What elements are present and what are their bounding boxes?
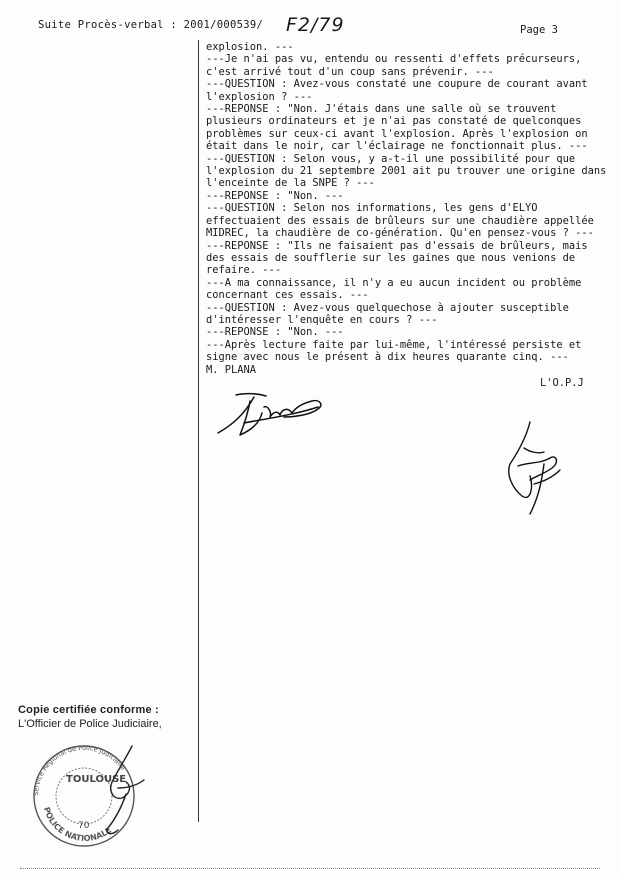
statement-line: M. PLANA — [206, 363, 257, 376]
statement-line: ---Après lecture faite par lui-même, l'intéressé persiste et — [206, 338, 582, 351]
stamp-arc-text: Service Régional de Police Judiciaire — [31, 743, 128, 797]
statement-line: ---QUESTION : Avez-vous quelquechose à ajouter susceptible — [206, 301, 569, 314]
certification-title: Copie certifiée conforme : — [18, 704, 159, 716]
statement-line: MIDREC, la chaudière de co-génération. Qu'en pensez-vous ? --- — [206, 227, 594, 240]
statement-line: ---REPONSE : "Non. J'étais dans une salle où se trouvent — [206, 103, 557, 116]
police-stamp — [22, 738, 162, 848]
signature-plana — [214, 385, 334, 440]
statement-line: c'est arrivé tout d'un coup sans prévenir. --- — [206, 65, 494, 78]
statement-line: ---Je n'ai pas vu, entendu ou ressenti d'effets précurseurs, — [206, 53, 582, 66]
statement-body — [206, 41, 607, 376]
statement-line: était dans le noir, car l'éclairage ne fonctionnait plus. --- — [206, 140, 588, 153]
statement-line: d'intéresser l'enquête en cours ? --- — [206, 313, 438, 326]
statement-line: des essais de soufflerie sur les gaines que nous venions de — [206, 251, 576, 264]
signature-opj — [500, 418, 570, 518]
stamp-city: TOULOUSE — [66, 774, 127, 785]
statement-line: ---REPONSE : "Ils ne faisaient pas d'essais de brûleurs, mais — [206, 239, 588, 252]
statement-line: signe avec nous le présent à dix heures quarante cinq. --- — [206, 351, 569, 364]
stamp-number: 70 — [78, 821, 90, 831]
statement-line: plusieurs ordinateurs et je n'ai pas constaté de quelconques — [206, 115, 582, 128]
statement-line: explosion. --- — [206, 41, 294, 53]
statement-line: problèmes sur ceux-ci avant l'explosion. Après l'explosion on — [206, 127, 588, 140]
scan-edge — [20, 868, 600, 872]
proces-verbal-reference: Suite Procès-verbal : 2001/000539/ — [38, 19, 264, 31]
statement-line: l'enceinte de la SNPE ? --- — [206, 177, 375, 190]
statement-line: concernant ces essais. --- — [206, 289, 369, 302]
handwritten-reference: F2/79 — [286, 14, 345, 36]
margin-rule — [198, 40, 199, 822]
statement-line: effectuaient des essais de brûleurs sur une chaudière appellée — [206, 214, 594, 227]
statement-line: ---REPONSE : "Non. --- — [206, 326, 344, 339]
statement-line: ---REPONSE : "Non. --- — [206, 189, 344, 202]
opj-label: L'O.P.J — [540, 377, 584, 389]
stamp-bottom-text: POLICE NATIONALE — [41, 806, 114, 844]
statement-line: ---QUESTION : Avez-vous constaté une coupure de courant avant — [206, 78, 588, 91]
certification-officer: L'Officier de Police Judiciaire, — [18, 718, 162, 730]
statement-line: refaire. --- — [206, 264, 282, 277]
statement-line: l'explosion ? --- — [206, 90, 313, 103]
page-number: Page 3 — [520, 24, 558, 36]
statement-line: ---A ma connaissance, il n'y a eu aucun incident ou problème — [206, 276, 582, 289]
statement-line: ---QUESTION : Selon vous, y a-t-il une possibilité pour que — [206, 152, 576, 165]
statement-line: l'explosion du 21 septembre 2001 ait pu trouver une origine dans — [206, 165, 607, 178]
page-header — [38, 16, 578, 40]
certification-block — [18, 704, 198, 730]
statement-line: ---QUESTION : Selon nos informations, les gens d'ELYO — [206, 202, 538, 215]
